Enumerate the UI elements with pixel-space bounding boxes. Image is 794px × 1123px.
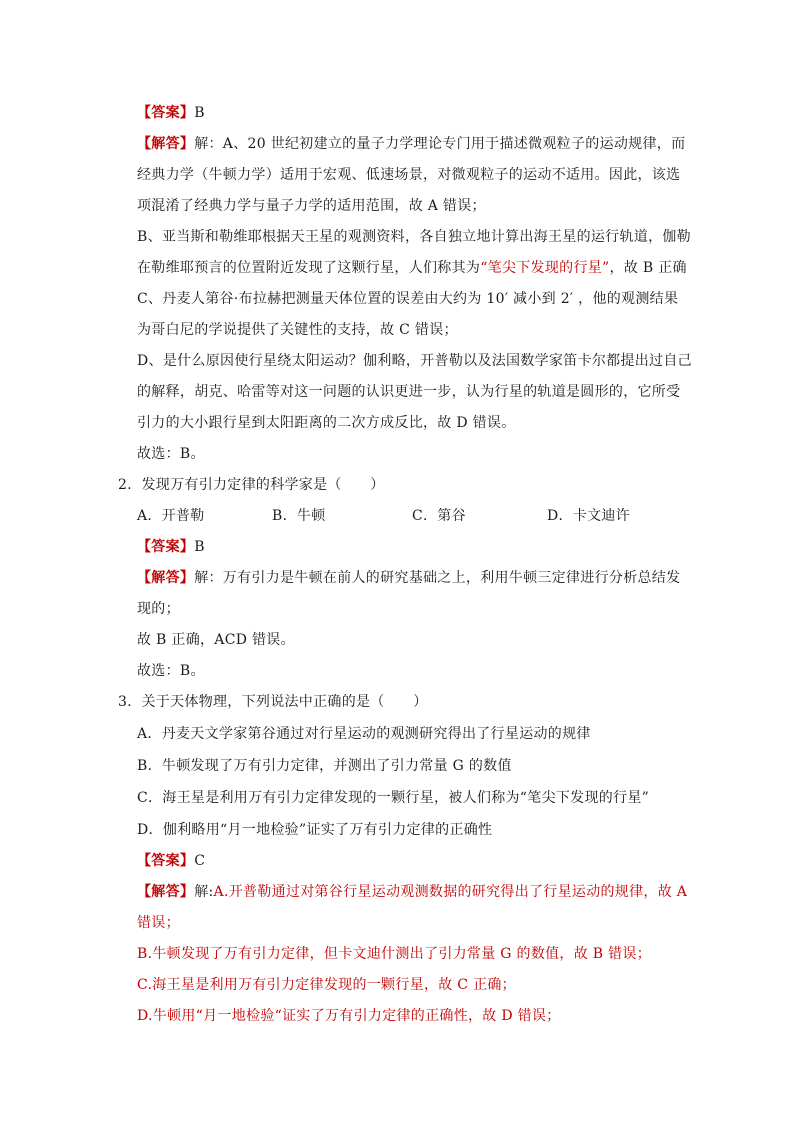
q3-analysis-line-3: B.牛顿发现了万有引力定律，但卡文迪什测出了引力常量 G 的数值，故 B 错误； bbox=[137, 946, 652, 962]
answer-tag: 【答案】 bbox=[137, 539, 195, 555]
analysis-text: 解：A、20 世纪初建立的量子力学理论专门用于描述微观粒子的运动规律，而 bbox=[194, 136, 686, 152]
q3-answer bbox=[137, 851, 205, 871]
q3-option-a: A．丹麦天文学家第谷通过对行星运动的观测研究得出了行星运动的规律 bbox=[137, 726, 591, 742]
q2-analysis-line-2: 现的； bbox=[137, 601, 180, 617]
q2-final-choice: 故选：B。 bbox=[137, 663, 205, 679]
q2-option-a: A．开普勒 bbox=[137, 508, 205, 524]
q2-option-c: C．第谷 bbox=[412, 508, 466, 524]
q2-answer bbox=[137, 537, 205, 557]
answer-value: B bbox=[194, 105, 205, 121]
q3-analysis-line-2: 错误； bbox=[137, 915, 180, 931]
answer-value: B bbox=[194, 539, 205, 555]
q1-analysis-line-6: C、丹麦人第谷·布拉赫把测量天体位置的误差由大约为 10′ 减小到 2′ ，他的观测结果 bbox=[137, 291, 679, 307]
analysis-tag: 【解答】 bbox=[137, 884, 195, 900]
highlight-quote: “笔尖下发现的行星” bbox=[480, 260, 610, 276]
q2-option-d: D．卡文迪许 bbox=[547, 508, 631, 524]
analysis-tag: 【解答】 bbox=[137, 136, 195, 152]
analysis-text: 在勒维耶预言的位置附近发现了这颗行星，人们称其为 bbox=[137, 260, 481, 276]
q3-option-c: C．海王星是利用万有引力定律发现的一颗行星，被人们称为“笔尖下发现的行星” bbox=[137, 790, 650, 806]
analysis-text: A.开普勒通过对第谷行星运动观测数据的研究得出了行星运动的规律，故 A bbox=[213, 884, 688, 900]
q1-analysis-line-1 bbox=[137, 134, 685, 154]
q1-analysis-line-8: D、是什么原因使行星绕太阳运动？伽利略，开普勒以及法国数学家笛卡尔都提出过自己 bbox=[137, 353, 692, 369]
q1-analysis-line-5 bbox=[137, 258, 687, 278]
q1-analysis-line-9: 的解释，胡克、哈雷等对这一问题的认识更进一步，认为行星的轨道是圆形的，它所受 bbox=[137, 384, 681, 400]
analysis-text: 解: bbox=[194, 884, 214, 900]
analysis-text: ，故 B 正确 bbox=[609, 260, 687, 276]
answer-value: C bbox=[194, 853, 206, 869]
q3-analysis-line-4: C.海王星是利用万有引力定律发现的一颗行星，故 C 正确； bbox=[137, 977, 516, 993]
q1-analysis-line-2: 经典力学（牛顿力学）适用于宏观、低速场景，对微观粒子的运动不适用。因此，该选 bbox=[137, 167, 681, 183]
q1-answer bbox=[137, 103, 205, 123]
q2-option-b: B．牛顿 bbox=[272, 508, 326, 524]
q2-options bbox=[137, 506, 657, 526]
answer-tag: 【答案】 bbox=[137, 853, 195, 869]
q3-stem: 3．关于天体物理，下列说法中正确的是（ ） bbox=[118, 694, 428, 710]
q1-analysis-line-7: 为哥白尼的学说提供了关键性的支持，故 C 错误； bbox=[137, 322, 458, 338]
q1-analysis-line-10: 引力的大小跟行星到太阳距离的二次方成反比，故 D 错误。 bbox=[137, 415, 516, 431]
analysis-text: 解：万有引力是牛顿在前人的研究基础之上，利用牛顿三定律进行分析总结发 bbox=[194, 570, 681, 586]
q2-analysis-line-1 bbox=[137, 568, 680, 588]
q3-analysis-line-1 bbox=[137, 882, 687, 902]
q2-stem: 2．发现万有引力定律的科学家是（ ） bbox=[118, 477, 385, 493]
q3-option-d: D．伽利略用“月一地检验”证实了万有引力定律的正确性 bbox=[137, 822, 493, 838]
q1-analysis-line-3: 项混淆了经典力学与量子力学的适用范围，故 A 错误； bbox=[137, 198, 486, 214]
q1-final-choice: 故选：B。 bbox=[137, 446, 205, 462]
q3-analysis-line-5: D.牛顿用“月一地检验“证实了万有引力定律的正确性，故 D 错误； bbox=[137, 1008, 561, 1024]
answer-tag: 【答案】 bbox=[137, 105, 195, 121]
analysis-tag: 【解答】 bbox=[137, 570, 195, 586]
q2-analysis-line-3: 故 B 正确，ACD 错误。 bbox=[137, 632, 295, 648]
q3-option-b: B．牛顿发现了万有引力定律，并测出了引力常量 G 的数值 bbox=[137, 758, 512, 774]
q1-analysis-line-4: B、亚当斯和勒维耶根据天王星的观测资料，各自独立地计算出海王星的运行轨道，伽勒 bbox=[137, 229, 691, 245]
